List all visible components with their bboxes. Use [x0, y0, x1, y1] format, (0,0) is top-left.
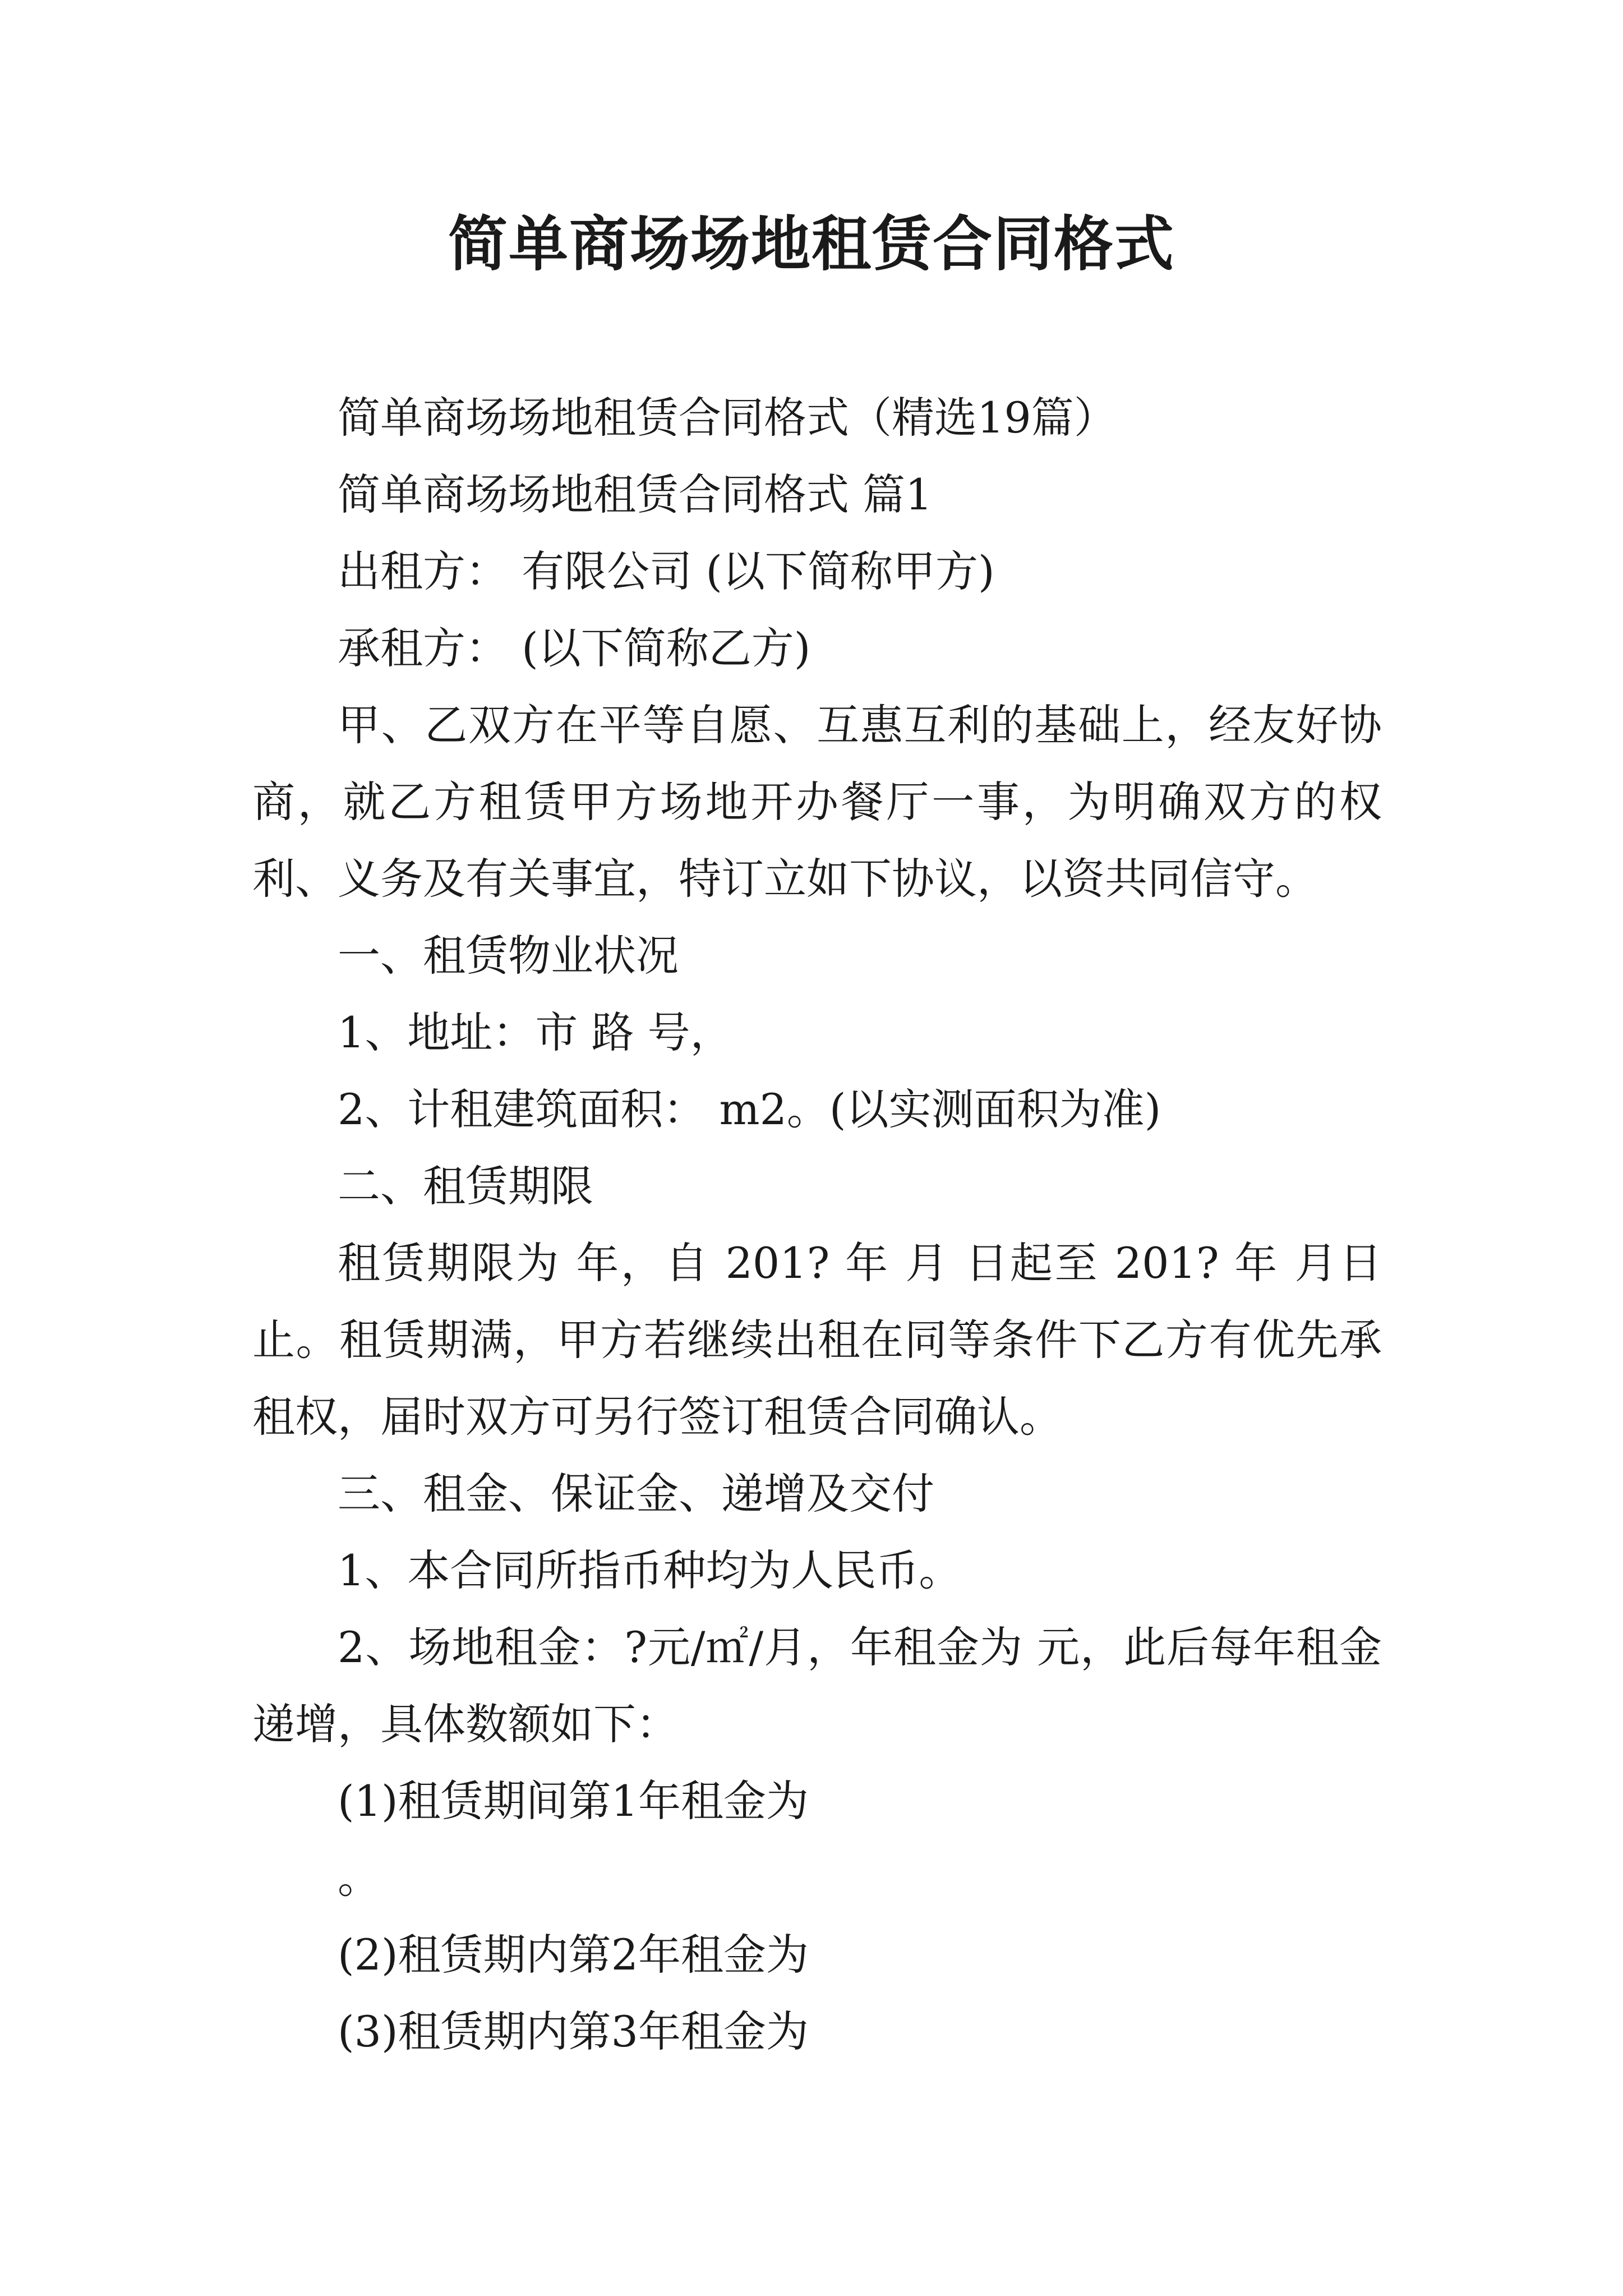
- rent-year-item: (2)租赁期内第2年租金为: [338, 1930, 809, 1980]
- clause-item: 2、计租建筑面积： m2。(以实测面积为准): [338, 1084, 1161, 1134]
- preamble-paragraph: 甲、乙双方在平等自愿、互惠互利的基础上，经友好协商，就乙方租赁甲方场地开办餐厅一事，为明确双方的权利、义务及有关事宜，特订立如下协议，以资共同信守。: [252, 700, 1382, 904]
- clause-heading: 二、租赁期限: [338, 1161, 593, 1211]
- rent-year-item: (1)租赁期间第1年租金为: [338, 1776, 809, 1826]
- clause-heading: 三、租金、保证金、递增及交付: [338, 1469, 934, 1519]
- clause-heading: 一、租赁物业状况: [338, 931, 679, 981]
- clause-paragraph: 租赁期限为 年，自 201? 年 月 日起至 201? 年 月日止。租赁期满，甲方若继续出租在同等条件下乙方有优先承租权，届时双方可另行签订租赁合同确认。: [252, 1238, 1382, 1442]
- punctuation-line: 。: [338, 1853, 380, 1903]
- lessor-line: 出租方： 有限公司 (以下简称甲方): [338, 546, 995, 596]
- clause-item: 1、本合同所指币种均为人民币。: [338, 1545, 962, 1595]
- document-body: [252, 379, 1382, 2070]
- lessee-line: 承租方： (以下简称乙方): [338, 623, 811, 673]
- doc-subtitle: 简单商场场地租赁合同格式（精选19篇）: [338, 393, 1117, 443]
- clause-item: 1、地址：市 路 号，: [338, 1007, 733, 1057]
- section-heading: 简单商场场地租赁合同格式 篇1: [338, 470, 933, 519]
- clause-item: 2、场地租金：?元/㎡/月，年租金为 元，此后每年租金递增，具体数额如下：: [252, 1622, 1382, 1749]
- rent-year-item: (3)租赁期内第3年租金为: [338, 2007, 809, 2056]
- document-title: 简单商场场地租赁合同格式: [448, 209, 1175, 279]
